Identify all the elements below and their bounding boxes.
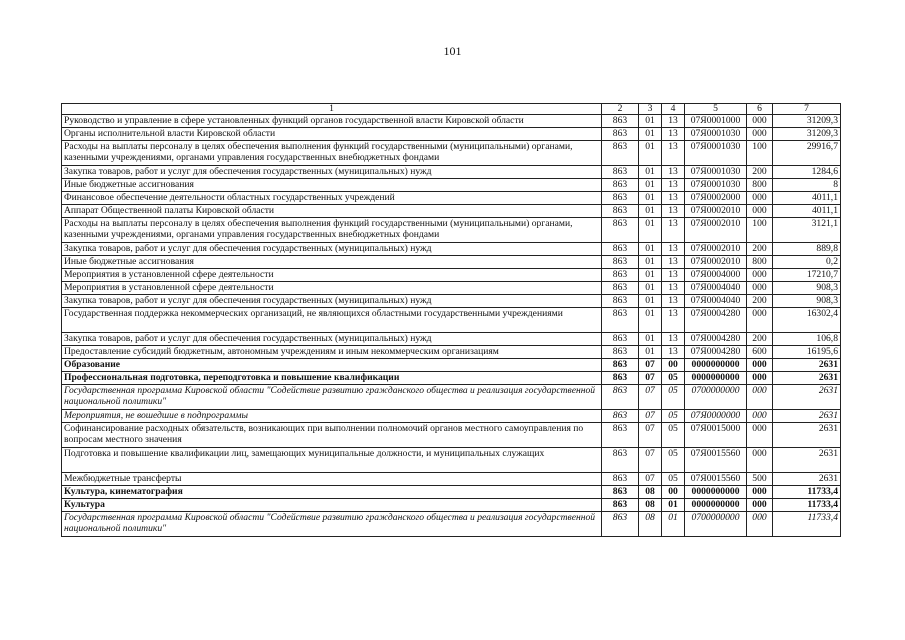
row-amount-cell: 11733,4	[773, 486, 841, 499]
row-section-cell: 07	[639, 448, 662, 473]
row-section-cell: 01	[639, 128, 662, 141]
row-section-cell: 01	[639, 141, 662, 166]
row-amount-cell: 889,8	[773, 243, 841, 256]
row-section-cell: 07	[639, 473, 662, 486]
table-row	[62, 359, 841, 372]
row-amount-cell: 2631	[773, 423, 841, 448]
header-row	[62, 104, 841, 115]
row-subsection-cell: 13	[662, 308, 685, 333]
row-section-cell: 01	[639, 282, 662, 295]
row-expense-type-cell: 000	[747, 192, 773, 205]
row-target-article-cell: 07Я0002010	[685, 218, 747, 243]
row-subsection-cell: 01	[662, 499, 685, 512]
table-row	[62, 473, 841, 486]
table-row	[62, 141, 841, 166]
row-amount-cell: 106,8	[773, 333, 841, 346]
table-body	[62, 115, 841, 537]
row-section-cell: 01	[639, 115, 662, 128]
row-name-cell: Иные бюджетные ассигнования	[62, 179, 602, 192]
column-header: 6	[747, 104, 773, 115]
row-section-cell: 01	[639, 346, 662, 359]
row-ministry-code-cell: 863	[602, 269, 639, 282]
row-target-article-cell: 07Я0004000	[685, 269, 747, 282]
row-expense-type-cell: 000	[747, 372, 773, 385]
row-section-cell: 01	[639, 333, 662, 346]
row-name-cell: Подготовка и повышение квалификации лиц, замещающих муниципальные должности, и муниципальных служащих	[62, 448, 602, 473]
row-amount-cell: 11733,4	[773, 499, 841, 512]
row-ministry-code-cell: 863	[602, 141, 639, 166]
row-expense-type-cell: 800	[747, 179, 773, 192]
row-expense-type-cell: 500	[747, 473, 773, 486]
table-row	[62, 282, 841, 295]
row-subsection-cell: 13	[662, 269, 685, 282]
row-target-article-cell: 07Я0001030	[685, 128, 747, 141]
row-ministry-code-cell: 863	[602, 243, 639, 256]
row-name-cell: Культура	[62, 499, 602, 512]
table-row	[62, 269, 841, 282]
row-target-article-cell: 0700000000	[685, 385, 747, 410]
row-name-cell: Органы исполнительной власти Кировской области	[62, 128, 602, 141]
row-expense-type-cell: 200	[747, 295, 773, 308]
row-target-article-cell: 07Я0001030	[685, 141, 747, 166]
row-expense-type-cell: 100	[747, 218, 773, 243]
row-subsection-cell: 13	[662, 243, 685, 256]
row-ministry-code-cell: 863	[602, 192, 639, 205]
row-subsection-cell: 05	[662, 423, 685, 448]
table-row	[62, 499, 841, 512]
row-name-cell: Закупка товаров, работ и услуг для обеспечения государственных (муниципальных) нужд	[62, 333, 602, 346]
row-name-cell: Мероприятия в установленной сфере деятельности	[62, 269, 602, 282]
column-header: 1	[62, 104, 602, 115]
row-target-article-cell: 0000000000	[685, 499, 747, 512]
row-target-article-cell: 07Я0001000	[685, 115, 747, 128]
row-ministry-code-cell: 863	[602, 359, 639, 372]
row-name-cell: Закупка товаров, работ и услуг для обеспечения государственных (муниципальных) нужд	[62, 243, 602, 256]
row-subsection-cell: 13	[662, 128, 685, 141]
row-subsection-cell: 05	[662, 410, 685, 423]
row-ministry-code-cell: 863	[602, 115, 639, 128]
row-ministry-code-cell: 863	[602, 410, 639, 423]
row-amount-cell: 3121,1	[773, 218, 841, 243]
row-expense-type-cell: 000	[747, 512, 773, 537]
row-expense-type-cell: 200	[747, 166, 773, 179]
row-section-cell: 01	[639, 166, 662, 179]
table-row	[62, 115, 841, 128]
column-header: 4	[662, 104, 685, 115]
table-row	[62, 166, 841, 179]
row-subsection-cell: 13	[662, 295, 685, 308]
row-ministry-code-cell: 863	[602, 346, 639, 359]
row-subsection-cell: 13	[662, 141, 685, 166]
row-section-cell: 07	[639, 423, 662, 448]
row-subsection-cell: 05	[662, 385, 685, 410]
row-subsection-cell: 13	[662, 218, 685, 243]
row-name-cell: Софинансирование расходных обязательств, возникающих при выполнении полномочий органов местного самоуправления по вопросам местного значения	[62, 423, 602, 448]
row-subsection-cell: 01	[662, 512, 685, 537]
row-ministry-code-cell: 863	[602, 295, 639, 308]
row-target-article-cell: 07Я0015560	[685, 473, 747, 486]
row-name-cell: Расходы на выплаты персоналу в целях обеспечения выполнения функций государственными (муниципальными) органами, казенными учреждениями, органами управления государственных внебюджетных фондами	[62, 141, 602, 166]
table-row	[62, 410, 841, 423]
row-amount-cell: 11733,4	[773, 512, 841, 537]
row-subsection-cell: 13	[662, 115, 685, 128]
row-ministry-code-cell: 863	[602, 385, 639, 410]
row-subsection-cell: 13	[662, 256, 685, 269]
row-section-cell: 01	[639, 205, 662, 218]
row-section-cell: 01	[639, 192, 662, 205]
row-expense-type-cell: 000	[747, 115, 773, 128]
table-row	[62, 179, 841, 192]
row-target-article-cell: 07Я0004040	[685, 282, 747, 295]
row-target-article-cell: 07Я0001030	[685, 166, 747, 179]
page-number: 101	[443, 44, 462, 58]
row-amount-cell: 29916,7	[773, 141, 841, 166]
row-name-cell: Аппарат Общественной палаты Кировской области	[62, 205, 602, 218]
row-expense-type-cell: 800	[747, 256, 773, 269]
table-row	[62, 128, 841, 141]
row-target-article-cell: 07Я0015000	[685, 423, 747, 448]
row-section-cell: 01	[639, 179, 662, 192]
table-row	[62, 205, 841, 218]
row-expense-type-cell: 000	[747, 385, 773, 410]
row-ministry-code-cell: 863	[602, 166, 639, 179]
row-expense-type-cell: 200	[747, 333, 773, 346]
row-subsection-cell: 00	[662, 486, 685, 499]
row-amount-cell: 908,3	[773, 282, 841, 295]
row-subsection-cell: 13	[662, 346, 685, 359]
row-name-cell: Финансовое обеспечение деятельности областных государственных учреждений	[62, 192, 602, 205]
row-ministry-code-cell: 863	[602, 372, 639, 385]
table-row	[62, 372, 841, 385]
column-header: 3	[639, 104, 662, 115]
row-subsection-cell: 13	[662, 166, 685, 179]
row-name-cell: Государственная программа Кировской области "Содействие развитию гражданского общества и реализация государственной национальной политики"	[62, 512, 602, 537]
row-section-cell: 01	[639, 295, 662, 308]
row-name-cell: Иные бюджетные ассигнования	[62, 256, 602, 269]
table-row	[62, 385, 841, 410]
row-target-article-cell: 07Я0002010	[685, 205, 747, 218]
row-ministry-code-cell: 863	[602, 512, 639, 537]
row-target-article-cell: 07Я0001030	[685, 179, 747, 192]
row-target-article-cell: 07Я0002010	[685, 256, 747, 269]
column-header: 5	[685, 104, 747, 115]
table-row	[62, 295, 841, 308]
row-subsection-cell: 05	[662, 473, 685, 486]
table-row	[62, 218, 841, 243]
row-ministry-code-cell: 863	[602, 486, 639, 499]
row-expense-type-cell: 000	[747, 128, 773, 141]
row-expense-type-cell: 000	[747, 205, 773, 218]
row-name-cell: Культура, кинематография	[62, 486, 602, 499]
row-target-article-cell: 0000000000	[685, 372, 747, 385]
row-target-article-cell: 07Я0004280	[685, 308, 747, 333]
row-amount-cell: 2631	[773, 473, 841, 486]
table-row	[62, 308, 841, 333]
row-name-cell: Государственная поддержка некоммерческих организаций, не являющихся областными государственными учреждениями	[62, 308, 602, 333]
row-expense-type-cell: 100	[747, 141, 773, 166]
table-row	[62, 486, 841, 499]
row-section-cell: 01	[639, 218, 662, 243]
row-section-cell: 08	[639, 512, 662, 537]
row-name-cell: Межбюджетные трансферты	[62, 473, 602, 486]
row-amount-cell: 4011,1	[773, 205, 841, 218]
row-expense-type-cell: 000	[747, 308, 773, 333]
row-amount-cell: 4011,1	[773, 192, 841, 205]
row-subsection-cell: 00	[662, 359, 685, 372]
row-target-article-cell: 0000000000	[685, 486, 747, 499]
row-subsection-cell: 13	[662, 282, 685, 295]
row-name-cell: Профессиональная подготовка, переподготовка и повышение квалификации	[62, 372, 602, 385]
row-ministry-code-cell: 863	[602, 218, 639, 243]
row-ministry-code-cell: 863	[602, 448, 639, 473]
table-row	[62, 243, 841, 256]
row-amount-cell: 2631	[773, 385, 841, 410]
row-subsection-cell: 13	[662, 333, 685, 346]
row-name-cell: Мероприятия, не вошедшие в подпрограммы	[62, 410, 602, 423]
row-section-cell: 08	[639, 499, 662, 512]
table-row	[62, 333, 841, 346]
row-amount-cell: 16195,6	[773, 346, 841, 359]
row-name-cell: Мероприятия в установленной сфере деятельности	[62, 282, 602, 295]
row-target-article-cell: 07Я0004040	[685, 295, 747, 308]
row-expense-type-cell: 000	[747, 269, 773, 282]
row-ministry-code-cell: 863	[602, 423, 639, 448]
row-subsection-cell: 05	[662, 448, 685, 473]
row-ministry-code-cell: 863	[602, 308, 639, 333]
row-name-cell: Государственная программа Кировской области "Содействие развитию гражданского общества и реализация государственной национальной политики"	[62, 385, 602, 410]
row-expense-type-cell: 200	[747, 243, 773, 256]
row-expense-type-cell: 000	[747, 282, 773, 295]
row-target-article-cell: 07Я0002000	[685, 192, 747, 205]
row-target-article-cell: 07Я0015560	[685, 448, 747, 473]
row-expense-type-cell: 000	[747, 423, 773, 448]
row-target-article-cell: 07Я0000000	[685, 410, 747, 423]
row-ministry-code-cell: 863	[602, 282, 639, 295]
row-section-cell: 01	[639, 243, 662, 256]
row-expense-type-cell: 000	[747, 410, 773, 423]
row-amount-cell: 908,3	[773, 295, 841, 308]
row-subsection-cell: 13	[662, 179, 685, 192]
row-section-cell: 07	[639, 359, 662, 372]
table-row	[62, 192, 841, 205]
row-expense-type-cell: 000	[747, 486, 773, 499]
table-row	[62, 512, 841, 537]
row-amount-cell: 2631	[773, 372, 841, 385]
row-ministry-code-cell: 863	[602, 205, 639, 218]
row-amount-cell: 0,2	[773, 256, 841, 269]
row-section-cell: 08	[639, 486, 662, 499]
row-amount-cell: 2631	[773, 359, 841, 372]
row-expense-type-cell: 000	[747, 448, 773, 473]
row-ministry-code-cell: 863	[602, 473, 639, 486]
column-header: 7	[773, 104, 841, 115]
row-amount-cell: 16302,4	[773, 308, 841, 333]
row-ministry-code-cell: 863	[602, 499, 639, 512]
row-target-article-cell: 07Я0002010	[685, 243, 747, 256]
row-target-article-cell: 0000000000	[685, 359, 747, 372]
row-ministry-code-cell: 863	[602, 179, 639, 192]
row-target-article-cell: 0700000000	[685, 512, 747, 537]
row-amount-cell: 8	[773, 179, 841, 192]
row-amount-cell: 17210,7	[773, 269, 841, 282]
row-expense-type-cell: 600	[747, 346, 773, 359]
row-subsection-cell: 05	[662, 372, 685, 385]
row-expense-type-cell: 000	[747, 359, 773, 372]
table-row	[62, 256, 841, 269]
row-target-article-cell: 07Я0004280	[685, 346, 747, 359]
row-name-cell: Руководство и управление в сфере установленных функций органов государственной власти Кировской области	[62, 115, 602, 128]
row-expense-type-cell: 000	[747, 499, 773, 512]
row-amount-cell: 1284,6	[773, 166, 841, 179]
column-header: 2	[602, 104, 639, 115]
row-section-cell: 01	[639, 269, 662, 282]
row-name-cell: Предоставление субсидий бюджетным, автономным учреждениям и иным некоммерческим организациям	[62, 346, 602, 359]
row-ministry-code-cell: 863	[602, 256, 639, 269]
row-subsection-cell: 13	[662, 205, 685, 218]
row-amount-cell: 31209,3	[773, 128, 841, 141]
row-amount-cell: 31209,3	[773, 115, 841, 128]
row-ministry-code-cell: 863	[602, 333, 639, 346]
row-section-cell: 01	[639, 308, 662, 333]
row-name-cell: Расходы на выплаты персоналу в целях обеспечения выполнения функций государственными (муниципальными) органами, казенными учреждениями, органами управления государственных внебюджетных фондами	[62, 218, 602, 243]
table-row	[62, 448, 841, 473]
row-section-cell: 07	[639, 410, 662, 423]
row-section-cell: 07	[639, 372, 662, 385]
row-subsection-cell: 13	[662, 192, 685, 205]
table-row	[62, 423, 841, 448]
table-row	[62, 346, 841, 359]
row-name-cell: Закупка товаров, работ и услуг для обеспечения государственных (муниципальных) нужд	[62, 295, 602, 308]
row-amount-cell: 2631	[773, 410, 841, 423]
row-name-cell: Образование	[62, 359, 602, 372]
row-target-article-cell: 07Я0004280	[685, 333, 747, 346]
row-ministry-code-cell: 863	[602, 128, 639, 141]
row-name-cell: Закупка товаров, работ и услуг для обеспечения государственных (муниципальных) нужд	[62, 166, 602, 179]
budget-table	[61, 103, 841, 537]
row-section-cell: 07	[639, 385, 662, 410]
row-section-cell: 01	[639, 256, 662, 269]
row-amount-cell: 2631	[773, 448, 841, 473]
